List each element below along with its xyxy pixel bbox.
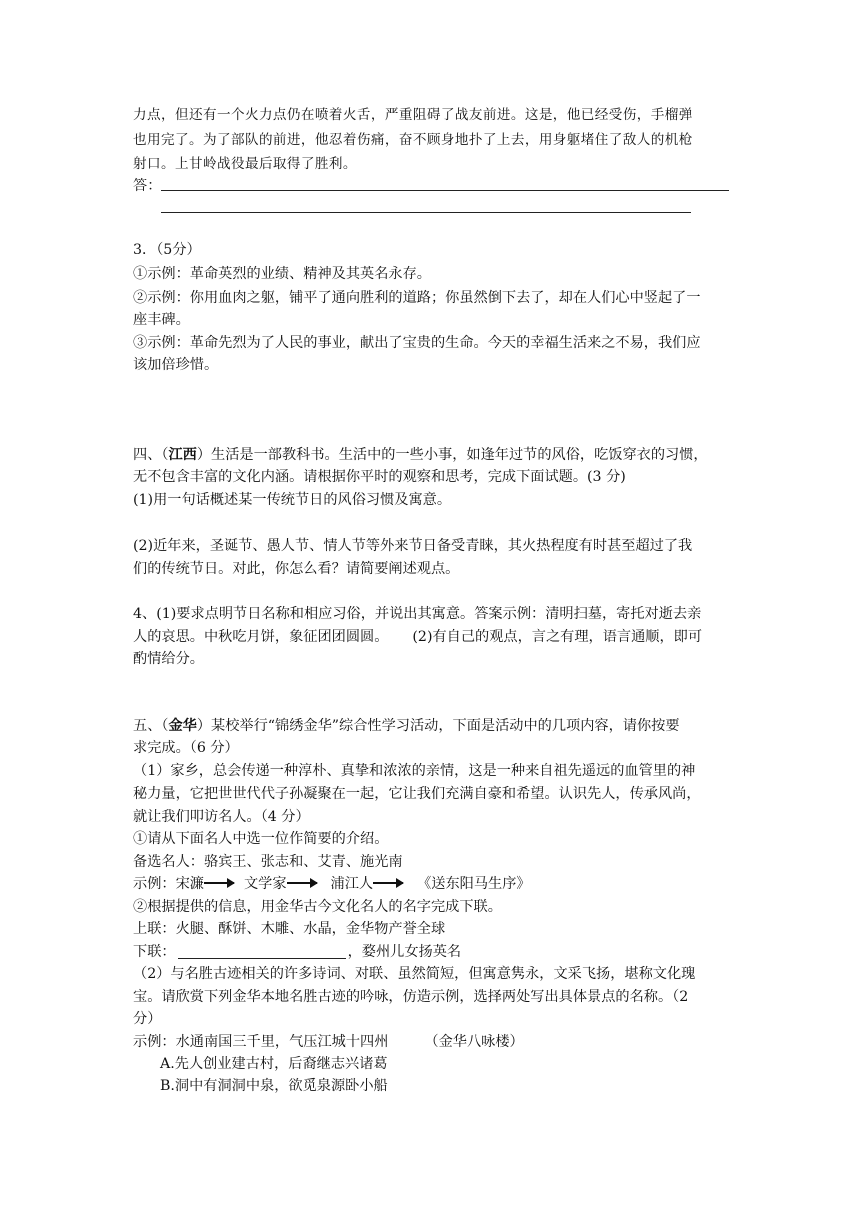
q3-answer-3-cont: 该加倍珍惜。: [133, 357, 219, 373]
q5-part1: （1）家乡，总会传递一种淳朴、真挚和浓浓的亲情，这是一种来自祖先遥远的血管里的神: [133, 763, 696, 779]
q5-option-a: A.先人创业建古村，后裔继志兴诸葛: [160, 1056, 388, 1072]
q5-intro-cont: 求完成。（6 分）: [133, 740, 239, 756]
q5-upper-couplet: 上联：火腿、酥饼、木雕、水晶，金华物产誉全球: [133, 921, 446, 937]
answer-line: [161, 212, 691, 213]
answer-label: 答：: [133, 178, 162, 194]
q5-task2: ②根据提供的信息，用金华古今文化名人的名字完成下联。: [133, 899, 502, 915]
arrow-right-icon: [373, 882, 403, 884]
q5-part2-cont: 分）: [133, 1011, 162, 1027]
passage-line: 射口。上甘岭战役最后取得了胜利。: [133, 156, 357, 172]
arrow-right-icon: [287, 882, 317, 884]
q3-answer-3: ③示例：革命先烈为了人民的事业，献出了宝贵的生命。今天的幸福生活来之不易，我们应: [133, 335, 701, 351]
q4-sub2-cont: 们的传统节日。对此，你怎么看？请简要阐述观点。: [133, 561, 460, 577]
q4-sub2: (2)近年来，圣诞节、愚人节、情人节等外来节日备受青睐，其火热程度有时甚至超过了我: [133, 538, 693, 554]
q5-intro: 五、（金华）某校举行“锦绣金华”综合性学习活动，下面是活动中的几项内容，请你按要: [133, 718, 680, 734]
answer-line: [161, 190, 729, 191]
q3-header: 3．（5分）: [133, 242, 201, 258]
q4-intro-cont: 无不包含丰富的文化内涵。请根据你平时的观察和思考，完成下面试题。(3 分): [133, 469, 626, 485]
q5-example-couplet: 示例：水通南国三千里，气压江城十四州 （金华八咏楼）: [133, 1034, 524, 1050]
q5-lower-couplet: 下联： ，婺州儿女扬英名: [133, 944, 462, 960]
q5-part2: （2）与名胜古迹相关的许多诗词、对联、虽然简短，但寓意隽永，文采飞扬，堪称文化瑰: [133, 966, 696, 982]
q5-example-chain: 示例：宋濂 文学家 浦江人 《送东阳马生序》: [133, 876, 531, 892]
q5-candidates: 备选名人：骆宾王、张志和、艾青、施光南: [133, 854, 403, 870]
lower-couplet-blank: [178, 944, 346, 959]
q3-answer-2: ②示例：你用血肉之躯，铺平了通向胜利的道路；你虽然倒下去了，却在人们心中竖起了一: [133, 290, 701, 306]
q4-intro: 四、（江西）生活是一部教科书。生活中的一些小事，如逢年过节的风俗，吃饭穿衣的习惯，: [133, 447, 708, 463]
q3-answer-1: ①示例：革命英烈的业绩、精神及其英名永存。: [133, 266, 431, 282]
q4-answer-cont: 酌情给分。: [133, 651, 204, 667]
q5-region: 金华: [168, 718, 197, 734]
q5-part1-cont: 秘力量，它把世世代代子孙凝聚在一起，它让我们充满自豪和希望。认识先人，传承风尚，: [133, 786, 701, 802]
q4-answer: 4、(1)要求点明节日名称和相应习俗，并说出其寓意。答案示例：清明扫墓，寄托对逝去亲: [133, 606, 702, 622]
passage-line: 也用完了。为了部队的前进，他忍着伤痛，奋不顾身地扑了上去，用身躯堵住了敌人的机枪: [133, 132, 693, 148]
q4-region: 江西: [168, 447, 197, 463]
q5-part2-cont: 宝。请欣赏下列金华本地名胜古迹的吟咏，仿造示例，选择两处写出具体景点的名称。（2: [133, 989, 689, 1005]
q5-option-b: B.洞中有洞洞中泉，欲觅泉源卧小船: [160, 1078, 388, 1094]
q5-task1: ①请从下面名人中选一位作简要的介绍。: [133, 831, 389, 847]
q3-answer-2-cont: 座丰碑。: [133, 312, 190, 328]
q5-part1-cont: 就让我们叩访名人。（4 分）: [133, 809, 310, 825]
arrow-right-icon: [204, 882, 234, 884]
q4-answer-cont: 人的哀思。中秋吃月饼，象征团团圆圆。 (2)有自己的观点，言之有理，语言通顺，即可: [133, 629, 703, 645]
passage-line: 力点，但还有一个火力点仍在喷着火舌，严重阻碍了战友前进。这是，他已经受伤，手榴弹: [133, 107, 693, 123]
q4-sub1: (1)用一句话概述某一传统节日的风俗习惯及寓意。: [133, 492, 452, 508]
